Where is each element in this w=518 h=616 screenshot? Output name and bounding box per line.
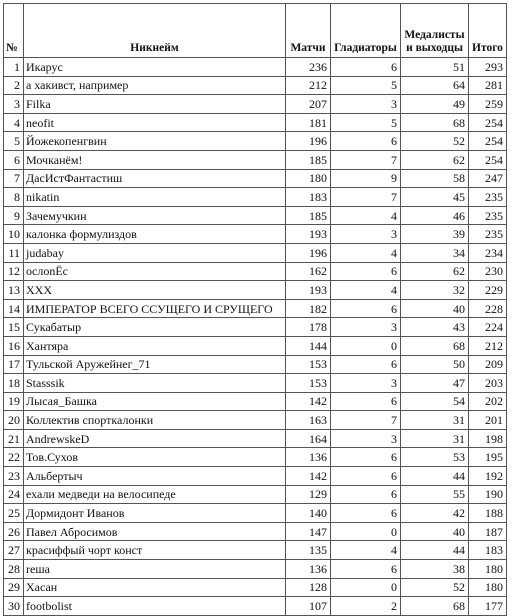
cell-number: 14 — [4, 299, 24, 318]
table-row — [4, 206, 507, 225]
cell-nickname: Икарус — [24, 58, 286, 77]
cell-medalists: 31 — [401, 411, 469, 430]
cell-total: 192 — [469, 467, 507, 486]
cell-matches: 107 — [286, 597, 331, 616]
cell-nickname: ИМПЕРАТОР ВСЕГО ССУЩЕГО И СРУЩЕГО — [24, 299, 286, 318]
header-total: Итого — [469, 4, 507, 58]
cell-medalists: 42 — [401, 504, 469, 523]
table-row — [4, 150, 507, 169]
table-row — [4, 578, 507, 597]
header-row — [4, 4, 507, 58]
cell-gladiators: 6 — [331, 485, 401, 504]
cell-matches: 180 — [286, 169, 331, 188]
cell-nickname: oслonЁс — [24, 262, 286, 281]
table-row — [4, 169, 507, 188]
table-row — [4, 336, 507, 355]
cell-gladiators: 0 — [331, 522, 401, 541]
cell-medalists: 49 — [401, 95, 469, 114]
cell-number: 1 — [4, 58, 24, 77]
cell-gladiators: 6 — [331, 560, 401, 579]
cell-nickname: Зачемучкин — [24, 206, 286, 225]
cell-number: 21 — [4, 429, 24, 448]
table-row — [4, 188, 507, 207]
cell-matches: 212 — [286, 76, 331, 95]
cell-matches: 129 — [286, 485, 331, 504]
cell-nickname: Тульской Аружейнег_71 — [24, 355, 286, 374]
table-row — [4, 113, 507, 132]
cell-gladiators: 2 — [331, 597, 401, 616]
cell-medalists: 45 — [401, 188, 469, 207]
table-row — [4, 318, 507, 337]
cell-number: 10 — [4, 225, 24, 244]
cell-nickname: ехали медведи на велосипеде — [24, 485, 286, 504]
cell-nickname: Тов.Сухов — [24, 448, 286, 467]
cell-medalists: 50 — [401, 355, 469, 374]
table-row — [4, 281, 507, 300]
ranking-table — [3, 3, 507, 616]
cell-nickname: Дормидонт Иванов — [24, 504, 286, 523]
cell-gladiators: 6 — [331, 132, 401, 151]
cell-nickname: neofit — [24, 113, 286, 132]
cell-number: 16 — [4, 336, 24, 355]
cell-gladiators: 6 — [331, 299, 401, 318]
cell-matches: 193 — [286, 281, 331, 300]
cell-matches: 185 — [286, 150, 331, 169]
cell-matches: 183 — [286, 188, 331, 207]
cell-number: 13 — [4, 281, 24, 300]
cell-medalists: 40 — [401, 299, 469, 318]
cell-nickname: XXX — [24, 281, 286, 300]
cell-number: 30 — [4, 597, 24, 616]
cell-number: 29 — [4, 578, 24, 597]
cell-total: 177 — [469, 597, 507, 616]
cell-matches: 207 — [286, 95, 331, 114]
cell-matches: 236 — [286, 58, 331, 77]
cell-total: 202 — [469, 392, 507, 411]
cell-gladiators: 4 — [331, 243, 401, 262]
cell-number: 28 — [4, 560, 24, 579]
cell-total: 259 — [469, 95, 507, 114]
table-row — [4, 225, 507, 244]
cell-total: 254 — [469, 150, 507, 169]
cell-total: 188 — [469, 504, 507, 523]
cell-total: 187 — [469, 522, 507, 541]
cell-medalists: 31 — [401, 429, 469, 448]
cell-matches: 144 — [286, 336, 331, 355]
cell-total: 224 — [469, 318, 507, 337]
cell-gladiators: 5 — [331, 113, 401, 132]
cell-total: 293 — [469, 58, 507, 77]
cell-medalists: 38 — [401, 560, 469, 579]
cell-number: 5 — [4, 132, 24, 151]
cell-total: 180 — [469, 578, 507, 597]
table-row — [4, 411, 507, 430]
cell-medalists: 44 — [401, 541, 469, 560]
cell-number: 9 — [4, 206, 24, 225]
cell-nickname: Павел Абросимов — [24, 522, 286, 541]
cell-total: 229 — [469, 281, 507, 300]
cell-matches: 162 — [286, 262, 331, 281]
cell-medalists: 34 — [401, 243, 469, 262]
cell-number: 19 — [4, 392, 24, 411]
cell-total: 234 — [469, 243, 507, 262]
cell-medalists: 68 — [401, 597, 469, 616]
cell-medalists: 54 — [401, 392, 469, 411]
cell-number: 18 — [4, 374, 24, 393]
table-row — [4, 448, 507, 467]
cell-total: 198 — [469, 429, 507, 448]
cell-total: 195 — [469, 448, 507, 467]
cell-total: 230 — [469, 262, 507, 281]
cell-nickname: Коллектив спорткалонки — [24, 411, 286, 430]
cell-gladiators: 6 — [331, 355, 401, 374]
cell-matches: 142 — [286, 392, 331, 411]
header-nickname: Никнейм — [24, 4, 286, 58]
header-gladiators: Гладиаторы — [331, 4, 401, 58]
ranking-sheet — [3, 3, 507, 616]
cell-number: 12 — [4, 262, 24, 281]
cell-medalists: 46 — [401, 206, 469, 225]
cell-total: 235 — [469, 225, 507, 244]
cell-medalists: 40 — [401, 522, 469, 541]
cell-number: 8 — [4, 188, 24, 207]
header-number: № — [4, 4, 24, 58]
cell-number: 17 — [4, 355, 24, 374]
cell-matches: 142 — [286, 467, 331, 486]
cell-medalists: 39 — [401, 225, 469, 244]
cell-gladiators: 3 — [331, 225, 401, 244]
cell-total: 254 — [469, 113, 507, 132]
cell-number: 4 — [4, 113, 24, 132]
header-matches: Матчи — [286, 4, 331, 58]
table-row — [4, 299, 507, 318]
cell-medalists: 43 — [401, 318, 469, 337]
cell-medalists: 68 — [401, 113, 469, 132]
cell-number: 24 — [4, 485, 24, 504]
cell-medalists: 62 — [401, 150, 469, 169]
cell-total: 281 — [469, 76, 507, 95]
cell-gladiators: 6 — [331, 467, 401, 486]
table-row — [4, 522, 507, 541]
cell-matches: 196 — [286, 243, 331, 262]
cell-gladiators: 7 — [331, 150, 401, 169]
cell-nickname: Альбертыч — [24, 467, 286, 486]
cell-gladiators: 6 — [331, 392, 401, 411]
table-row — [4, 429, 507, 448]
cell-gladiators: 3 — [331, 429, 401, 448]
cell-nickname: красиффый чорт конст — [24, 541, 286, 560]
cell-matches: 147 — [286, 522, 331, 541]
cell-matches: 128 — [286, 578, 331, 597]
table-row — [4, 485, 507, 504]
cell-gladiators: 5 — [331, 76, 401, 95]
table-row — [4, 95, 507, 114]
table-body — [4, 58, 507, 616]
cell-medalists: 52 — [401, 578, 469, 597]
cell-matches: 163 — [286, 411, 331, 430]
cell-matches: 178 — [286, 318, 331, 337]
cell-nickname: а хакивст, например — [24, 76, 286, 95]
cell-gladiators: 6 — [331, 448, 401, 467]
cell-nickname: Йожекопенгвин — [24, 132, 286, 151]
cell-gladiators: 6 — [331, 262, 401, 281]
cell-matches: 140 — [286, 504, 331, 523]
cell-gladiators: 4 — [331, 541, 401, 560]
cell-number: 7 — [4, 169, 24, 188]
cell-total: 190 — [469, 485, 507, 504]
cell-matches: 185 — [286, 206, 331, 225]
table-row — [4, 355, 507, 374]
cell-medalists: 55 — [401, 485, 469, 504]
cell-medalists: 68 — [401, 336, 469, 355]
cell-matches: 136 — [286, 560, 331, 579]
table-row — [4, 504, 507, 523]
cell-medalists: 52 — [401, 132, 469, 151]
table-row — [4, 541, 507, 560]
cell-gladiators: 0 — [331, 578, 401, 597]
cell-number: 6 — [4, 150, 24, 169]
cell-total: 235 — [469, 188, 507, 207]
table-row — [4, 374, 507, 393]
cell-total: 183 — [469, 541, 507, 560]
cell-total: 201 — [469, 411, 507, 430]
cell-total: 209 — [469, 355, 507, 374]
cell-number: 15 — [4, 318, 24, 337]
cell-nickname: judabay — [24, 243, 286, 262]
cell-number: 3 — [4, 95, 24, 114]
cell-nickname: nikatin — [24, 188, 286, 207]
cell-matches: 153 — [286, 355, 331, 374]
cell-nickname: footbolist — [24, 597, 286, 616]
cell-nickname: AndrewskeD — [24, 429, 286, 448]
cell-total: 235 — [469, 206, 507, 225]
cell-medalists: 44 — [401, 467, 469, 486]
table-row — [4, 132, 507, 151]
cell-gladiators: 4 — [331, 206, 401, 225]
cell-matches: 193 — [286, 225, 331, 244]
cell-nickname: Stasssik — [24, 374, 286, 393]
cell-gladiators: 6 — [331, 58, 401, 77]
cell-number: 22 — [4, 448, 24, 467]
cell-medalists: 62 — [401, 262, 469, 281]
cell-number: 27 — [4, 541, 24, 560]
cell-matches: 136 — [286, 448, 331, 467]
cell-total: 212 — [469, 336, 507, 355]
table-row — [4, 243, 507, 262]
cell-number: 23 — [4, 467, 24, 486]
cell-gladiators: 0 — [331, 336, 401, 355]
cell-gladiators: 3 — [331, 95, 401, 114]
cell-total: 247 — [469, 169, 507, 188]
cell-nickname: reша — [24, 560, 286, 579]
cell-nickname: Хантяра — [24, 336, 286, 355]
cell-matches: 196 — [286, 132, 331, 151]
cell-gladiators: 3 — [331, 374, 401, 393]
cell-nickname: Мочканём! — [24, 150, 286, 169]
cell-number: 25 — [4, 504, 24, 523]
cell-number: 2 — [4, 76, 24, 95]
cell-medalists: 32 — [401, 281, 469, 300]
table-row — [4, 58, 507, 77]
cell-nickname: Лысая_Башка — [24, 392, 286, 411]
cell-medalists: 64 — [401, 76, 469, 95]
header-medalists: Медалисты и выходцы — [401, 4, 469, 58]
table-row — [4, 262, 507, 281]
cell-number: 26 — [4, 522, 24, 541]
cell-nickname: ДасИстФантастиш — [24, 169, 286, 188]
cell-total: 180 — [469, 560, 507, 579]
table-row — [4, 392, 507, 411]
cell-gladiators: 6 — [331, 504, 401, 523]
cell-gladiators: 7 — [331, 411, 401, 430]
cell-matches: 153 — [286, 374, 331, 393]
cell-gladiators: 9 — [331, 169, 401, 188]
table-row — [4, 76, 507, 95]
cell-medalists: 47 — [401, 374, 469, 393]
cell-medalists: 51 — [401, 58, 469, 77]
cell-total: 203 — [469, 374, 507, 393]
cell-gladiators: 3 — [331, 318, 401, 337]
cell-matches: 135 — [286, 541, 331, 560]
cell-matches: 181 — [286, 113, 331, 132]
cell-gladiators: 4 — [331, 281, 401, 300]
cell-total: 228 — [469, 299, 507, 318]
cell-number: 20 — [4, 411, 24, 430]
cell-number: 11 — [4, 243, 24, 262]
cell-gladiators: 7 — [331, 188, 401, 207]
cell-nickname: Filka — [24, 95, 286, 114]
cell-medalists: 58 — [401, 169, 469, 188]
cell-matches: 164 — [286, 429, 331, 448]
table-row — [4, 560, 507, 579]
cell-nickname: калонка формулиздов — [24, 225, 286, 244]
cell-medalists: 53 — [401, 448, 469, 467]
cell-nickname: Сукабатыр — [24, 318, 286, 337]
table-row — [4, 467, 507, 486]
cell-total: 254 — [469, 132, 507, 151]
cell-nickname: Хасан — [24, 578, 286, 597]
cell-matches: 182 — [286, 299, 331, 318]
